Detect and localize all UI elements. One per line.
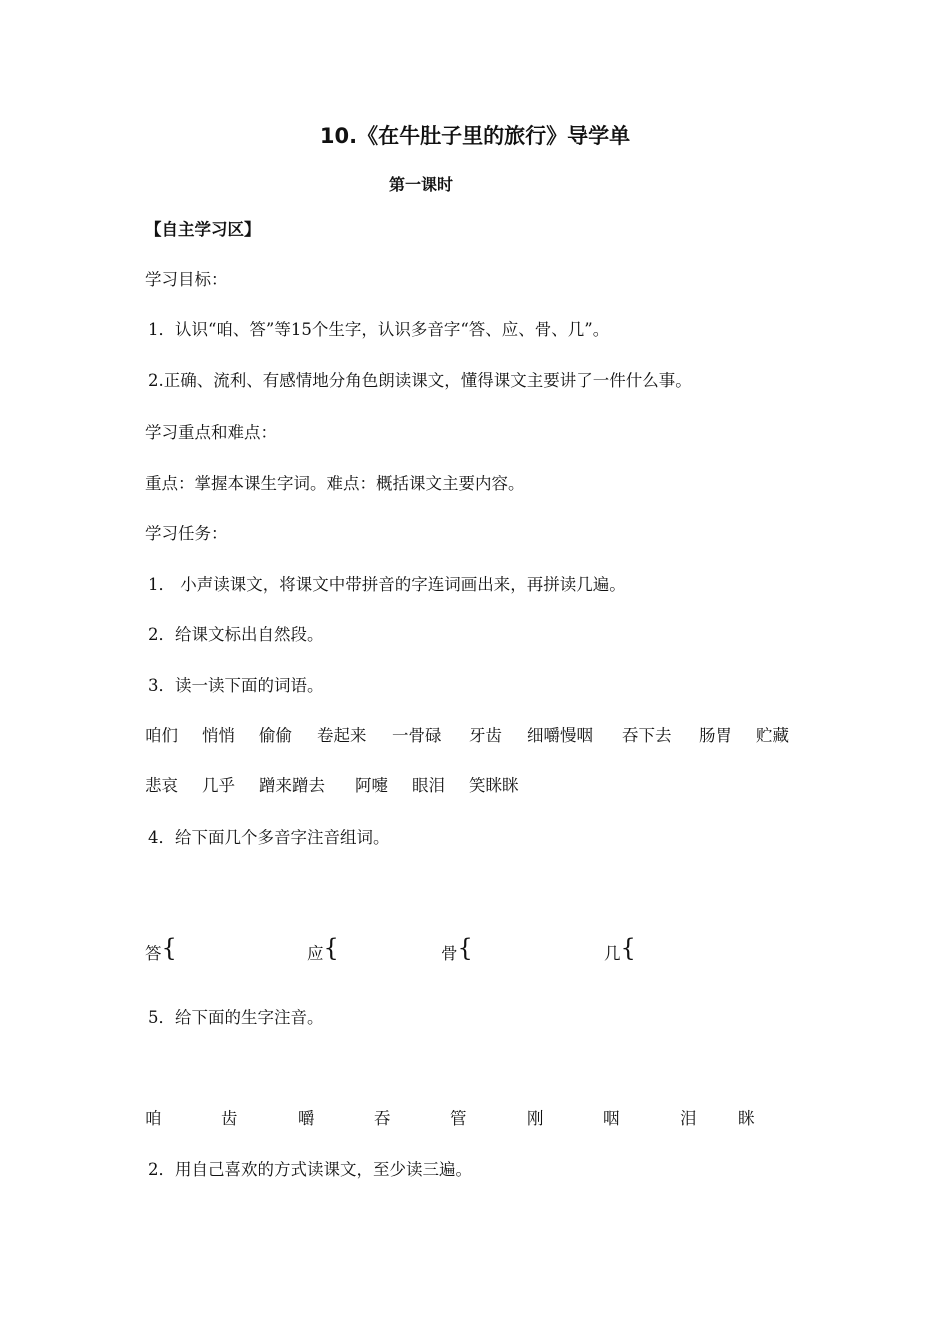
word: 吞下去	[622, 726, 672, 745]
word-list-row-2	[0, 772, 950, 798]
word: 偷偷	[259, 726, 292, 745]
section-heading: 【自主学习区】	[145, 220, 261, 239]
word: 牙齿	[469, 726, 502, 745]
word: 眼泪	[412, 776, 445, 795]
word: 贮藏	[756, 726, 789, 745]
lesson-subtitle: 第一课时	[389, 175, 454, 194]
brace-glyph: {	[161, 934, 177, 962]
polyphone-item	[307, 934, 339, 964]
word: 阿嚏	[355, 776, 388, 795]
brace-glyph: {	[323, 934, 339, 962]
task-4: 4．给下面几个多音字注音组词。	[148, 828, 390, 847]
polyphone-row	[0, 934, 950, 970]
goal-2: 2.正确、流利、有感情地分角色朗读课文，懂得课文主要讲了一件什么事。	[148, 371, 692, 390]
tasks-heading: 学习任务：	[145, 524, 228, 543]
page-title: 10.《在牛肚子里的旅行》导学单	[319, 124, 631, 148]
task-1: 1． 小声读课文，将课文中带拼音的字连词画出来，再拼读几遍。	[148, 575, 626, 594]
polyphone-item	[145, 934, 177, 964]
brace-glyph: {	[457, 934, 473, 962]
char-item: 吞	[374, 1109, 391, 1128]
task-6: 2．用自己喜欢的方式读课文，至少读三遍。	[148, 1160, 472, 1179]
polyphone-char: 答	[145, 944, 162, 963]
word: 蹭来蹭去	[259, 776, 325, 795]
char-row	[0, 1105, 950, 1131]
word: 笑眯眯	[469, 776, 519, 795]
key-heading: 学习重点和难点：	[145, 423, 277, 442]
word: 几乎	[202, 776, 235, 795]
word: 一骨碌	[392, 726, 442, 745]
polyphone-char: 几	[604, 944, 621, 963]
task-3: 3．读一读下面的词语。	[148, 676, 324, 695]
polyphone-char: 应	[307, 944, 324, 963]
goal-1: 1．认识“咱、答”等15个生字，认识多音字“答、应、骨、几”。	[148, 320, 610, 339]
brace-glyph: {	[620, 934, 636, 962]
polyphone-item	[604, 934, 636, 964]
char-item: 泪	[680, 1109, 697, 1128]
task-2: 2．给课文标出自然段。	[148, 625, 324, 644]
goals-heading: 学习目标：	[145, 270, 228, 289]
polyphone-char: 骨	[441, 944, 458, 963]
char-item: 咽	[603, 1109, 620, 1128]
word-list-row-1	[0, 722, 950, 748]
char-item: 管	[450, 1109, 467, 1128]
char-item: 嚼	[298, 1109, 315, 1128]
word: 肠胃	[699, 726, 732, 745]
char-item: 咱	[145, 1109, 162, 1128]
word: 卷起来	[317, 726, 367, 745]
word: 悄悄	[202, 726, 235, 745]
task-5: 5．给下面的生字注音。	[148, 1008, 324, 1027]
char-item: 刚	[527, 1109, 544, 1128]
word: 悲哀	[145, 776, 178, 795]
word: 细嚼慢咽	[527, 726, 593, 745]
word: 咱们	[145, 726, 178, 745]
char-item: 眯	[738, 1109, 755, 1128]
char-item: 齿	[221, 1109, 238, 1128]
key-text: 重点：掌握本课生字词。难点：概括课文主要内容。	[145, 474, 525, 493]
polyphone-item	[441, 934, 473, 964]
